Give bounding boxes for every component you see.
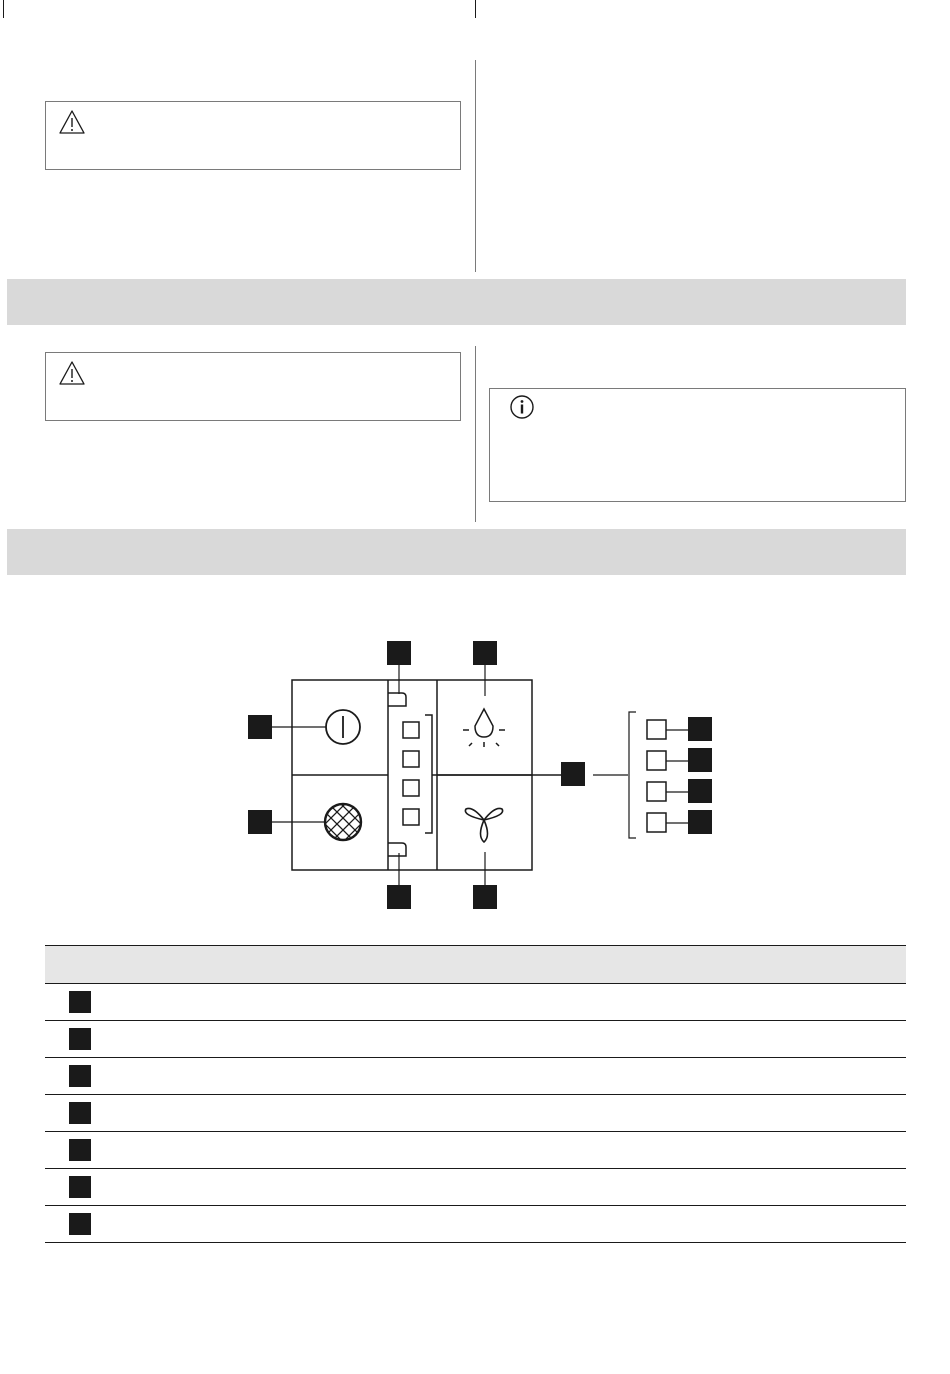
table-row [45, 1021, 906, 1058]
callout-marker [473, 641, 497, 665]
fan-speed-indicators [388, 693, 561, 856]
callout-marker [688, 779, 712, 803]
callout-marker [561, 762, 585, 786]
row-text [115, 1095, 906, 1132]
callout-marker [248, 810, 272, 834]
callout-marker [688, 810, 712, 834]
table-row [45, 1206, 906, 1243]
table-row [45, 1095, 906, 1132]
callout-marker [688, 748, 712, 772]
row-marker [69, 1139, 91, 1161]
table-header-row [45, 946, 906, 984]
row-marker [69, 1176, 91, 1198]
callout-marker [387, 885, 411, 909]
row-text [115, 1206, 906, 1243]
fan-speed-indicator-detail [647, 720, 666, 832]
table-row [45, 1169, 906, 1206]
row-marker [69, 1065, 91, 1087]
row-marker [69, 991, 91, 1013]
callout-marker [387, 641, 411, 665]
table-header-cell [45, 946, 115, 984]
diagram-key-table [45, 945, 906, 1243]
row-marker [69, 1213, 91, 1235]
grease-filter-icon [309, 784, 377, 852]
callout-marker [473, 885, 497, 909]
fan-icon [465, 808, 502, 842]
table-row [45, 1132, 906, 1169]
row-marker [69, 1028, 91, 1050]
callout-marker [688, 717, 712, 741]
row-text [115, 1058, 906, 1095]
table-header-cell [115, 946, 906, 984]
row-marker [69, 1102, 91, 1124]
row-text [115, 1132, 906, 1169]
table-row [45, 984, 906, 1021]
row-text [115, 984, 906, 1021]
table-row [45, 1058, 906, 1095]
row-text [115, 1021, 906, 1058]
light-bulb-icon [463, 709, 505, 747]
row-text [115, 1169, 906, 1206]
callout-marker [248, 715, 272, 739]
power-icon [326, 710, 360, 744]
